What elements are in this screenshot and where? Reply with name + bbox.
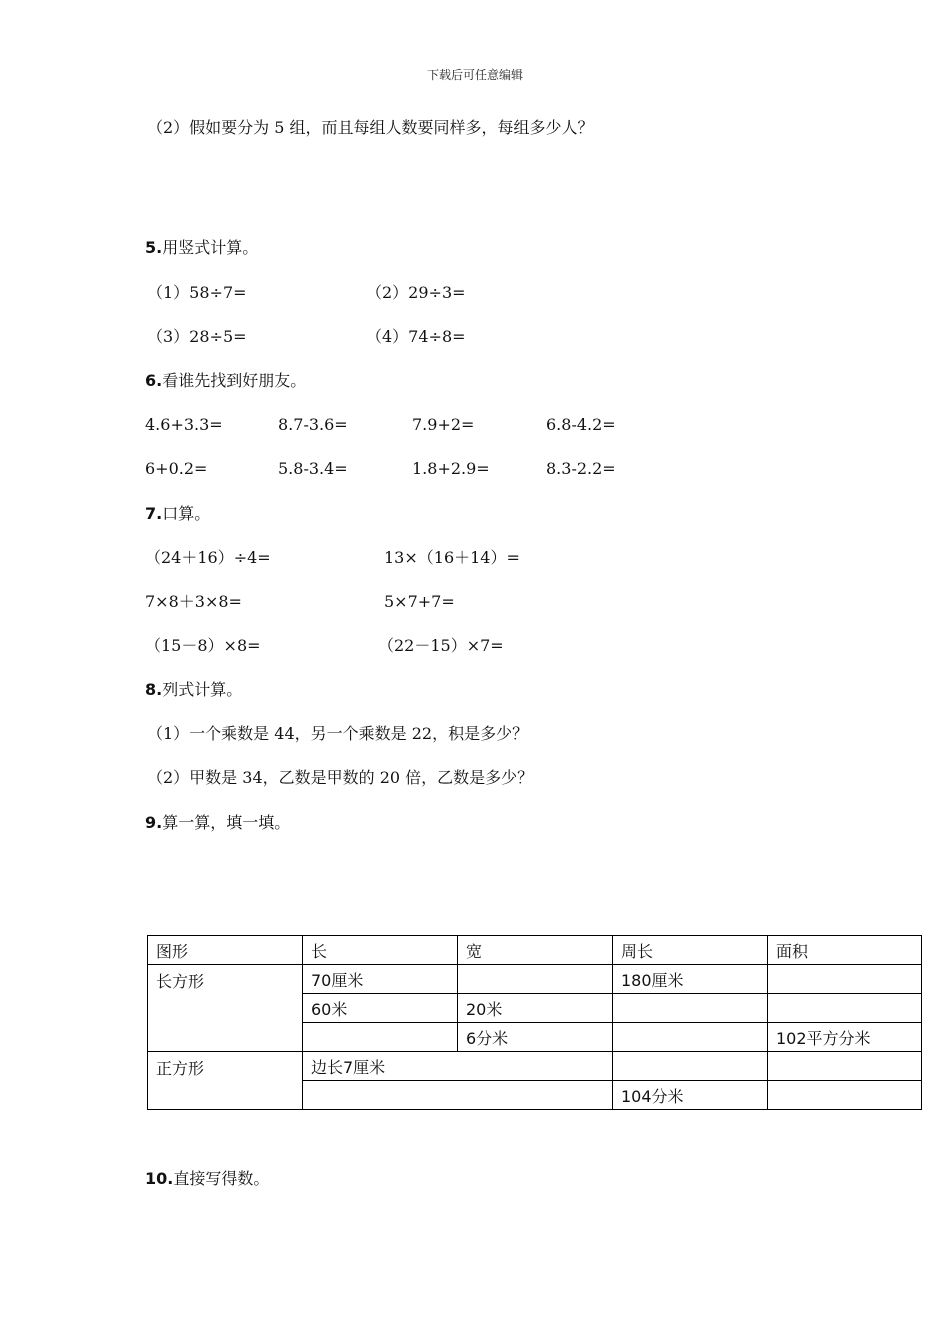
question-number: 5. (145, 238, 163, 257)
question-8-heading (145, 680, 242, 700)
table-cell (303, 1023, 458, 1052)
shape-table (147, 935, 922, 1110)
q7-item-6: （22－15）×7= (378, 636, 504, 655)
q8-item-2: （2）甲数是 34，乙数是甲数的 20 倍，乙数是多少？ (147, 768, 534, 787)
q5-item-1: （1）58÷7= (147, 283, 247, 302)
q6-item-3: 7.9+2= (412, 415, 475, 434)
table-cell (768, 994, 922, 1023)
header-cell-shape: 图形 (148, 936, 303, 965)
q5-item-3: （3）28÷5= (147, 327, 247, 346)
table-cell: 6分米 (458, 1023, 613, 1052)
question-number: 10. (145, 1169, 174, 1188)
header-cell-perimeter: 周长 (613, 936, 768, 965)
q6-item-2: 8.7-3.6= (278, 415, 348, 434)
table-cell: 边长7厘米 (303, 1052, 613, 1081)
q7-item-3: 7×8＋3×8= (145, 592, 242, 611)
question-number: 9. (145, 813, 163, 832)
table-cell (303, 1081, 613, 1110)
question-title: 直接写得数。 (173, 1169, 270, 1188)
table-cell: 70厘米 (303, 965, 458, 994)
table-cell: 60米 (303, 994, 458, 1023)
table-cell (613, 994, 768, 1023)
table-cell (768, 1081, 922, 1110)
table-header-row (148, 936, 922, 965)
q5-item-2: （2）29÷3= (366, 283, 466, 302)
question-7-heading (145, 504, 210, 524)
table-cell (458, 965, 613, 994)
table-cell: 20米 (458, 994, 613, 1023)
table-row (148, 1052, 922, 1081)
question-4-part-2: （2）假如要分为 5 组，而且每组人数要同样多，每组多少人？ (147, 118, 594, 137)
table-cell (613, 1052, 768, 1081)
question-6-heading (145, 371, 306, 391)
q6-item-7: 1.8+2.9= (412, 459, 490, 478)
question-10-heading (145, 1169, 269, 1189)
table-cell (768, 965, 922, 994)
q6-item-4: 6.8-4.2= (546, 415, 616, 434)
q6-item-1: 4.6+3.3= (145, 415, 223, 434)
table-cell: 104分米 (613, 1081, 768, 1110)
q7-item-2: 13×（16＋14）= (384, 548, 520, 567)
question-number: 7. (145, 504, 163, 523)
q7-item-5: （15－8）×8= (145, 636, 261, 655)
question-number: 8. (145, 680, 163, 699)
q6-item-6: 5.8-3.4= (278, 459, 348, 478)
q7-item-1: （24＋16）÷4= (145, 548, 271, 567)
header-cell-area: 面积 (768, 936, 922, 965)
question-title: 口算。 (162, 504, 211, 523)
header-cell-length: 长 (303, 936, 458, 965)
rectangle-label-cell: 长方形 (148, 965, 303, 1052)
question-title: 用竖式计算。 (162, 238, 259, 257)
question-number: 6. (145, 371, 163, 390)
q6-item-8: 8.3-2.2= (546, 459, 616, 478)
table-cell (613, 1023, 768, 1052)
question-5-heading (145, 238, 258, 258)
table-row (148, 965, 922, 994)
q8-item-1: （1）一个乘数是 44，另一个乘数是 22，积是多少？ (147, 724, 529, 743)
question-title: 算一算，填一填。 (162, 813, 291, 832)
question-title: 列式计算。 (162, 680, 243, 699)
header-cell-width: 宽 (458, 936, 613, 965)
table-cell: 180厘米 (613, 965, 768, 994)
question-9-heading (145, 813, 290, 833)
table-cell (768, 1052, 922, 1081)
q6-item-5: 6+0.2= (145, 459, 208, 478)
table-cell: 102平方分米 (768, 1023, 922, 1052)
square-label-cell: 正方形 (148, 1052, 303, 1110)
q7-item-4: 5×7+7= (384, 592, 455, 611)
q5-item-4: （4）74÷8= (366, 327, 466, 346)
page-header: 下载后可任意编辑 (426, 68, 523, 82)
question-title: 看谁先找到好朋友。 (162, 371, 307, 390)
